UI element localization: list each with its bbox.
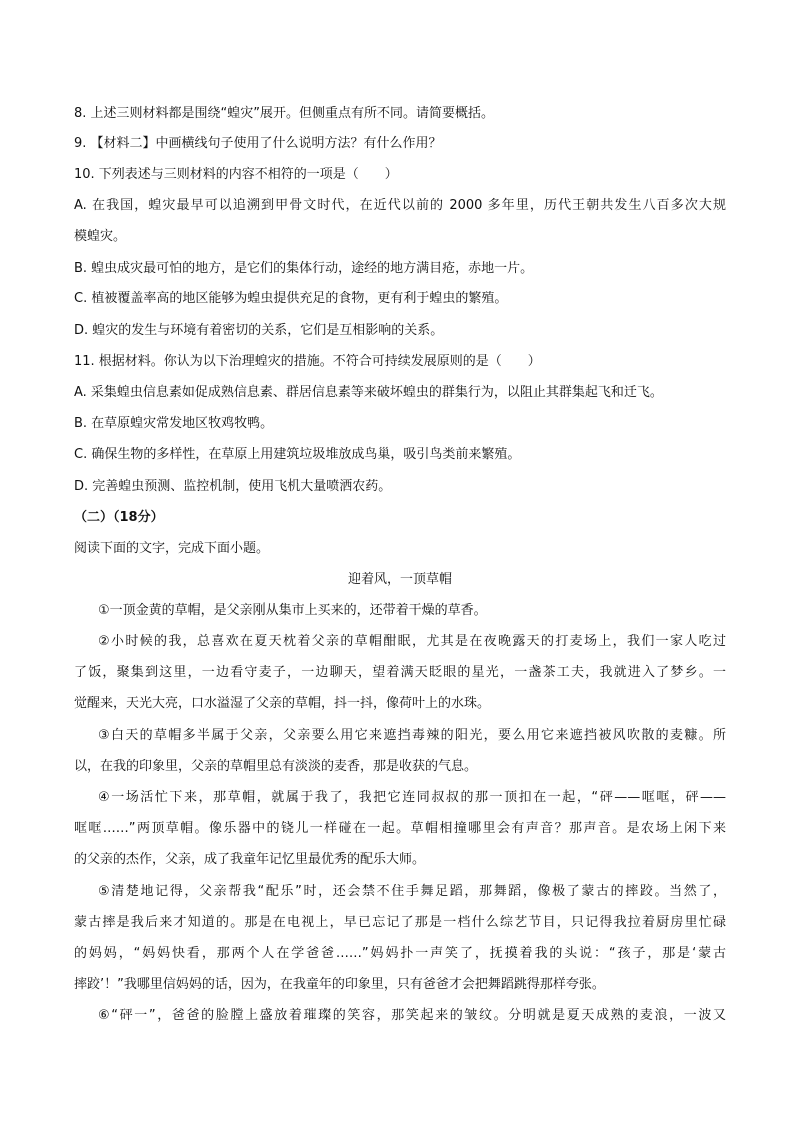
passage-paragraph-5-line-4: 摔跤’！”我哪里信妈妈的话，因为，在我童年的印象里，只有爸爸才会把舞蹈跳得那样夸张。 bbox=[74, 977, 605, 992]
passage-paragraph-5-line-1: ⑤清楚地记得，父亲帮我“配乐”时，还会禁不住手舞足蹈，那舞蹈，像极了蒙古的摔跤。当然了， bbox=[98, 884, 726, 899]
section-2-heading: （二）（18分） bbox=[74, 510, 164, 525]
passage-paragraph-4-line-3: 的父亲的杰作，父亲，成了我童年记忆里最优秀的配乐大师。 bbox=[74, 852, 426, 867]
passage-paragraph-3-line-2: 以，在我的印象里，父亲的草帽里总有淡淡的麦香，那是收获的气息。 bbox=[74, 759, 478, 774]
question-11-option-b: B. 在草原蝗灾常发地区牧鸡牧鸭。 bbox=[74, 416, 274, 431]
question-10-option-d: D. 蝗灾的发生与环境有着密切的关系，它们是互相影响的关系。 bbox=[74, 323, 444, 338]
passage-paragraph-2-line-3: 觉醒来，天光大亮，口水溢湿了父亲的草帽，抖一抖，像荷叶上的水珠。 bbox=[74, 696, 491, 711]
passage-paragraph-5-line-3: 的妈妈，“妈妈快看，那两个人在学爸爸……”妈妈扑一声笑了，抚摸着我的头说：“孩子，那是‘蒙古 bbox=[74, 946, 726, 961]
question-10-option-c: C. 植被覆盖率高的地区能够为蝗虫提供充足的食物，更有利于蝗虫的繁殖。 bbox=[74, 291, 508, 306]
question-10-option-a-cont: 模蝗灾。 bbox=[74, 229, 127, 244]
passage-paragraph-4-line-2: 哐哐……”两顶草帽。像乐器中的铙儿一样碰在一起。草帽相撞哪里会有声音？那声音。是农场上闲下来 bbox=[74, 821, 726, 836]
section-2-instruction: 阅读下面的文字，完成下面小题。 bbox=[74, 541, 270, 556]
passage-paragraph-2-line-2: 了饭，聚集到这里，一边看守麦子，一边聊天，望着满天眨眼的星光，一盏茶工夫，我就进入了梦乡。一 bbox=[74, 665, 726, 680]
passage-paragraph-4-line-1: ④一场活忙下来，那草帽，就属于我了，我把它连同叔叔的那一顶扣在一起，“砰——哐哐，砰—— bbox=[98, 790, 726, 805]
question-11-option-d: D. 完善蝗虫预测、监控机制，使用飞机大量喷洒农药。 bbox=[74, 479, 392, 494]
passage-title: 迎着风，一顶草帽 bbox=[347, 572, 452, 587]
question-10-option-a: A. 在我国，蝗灾最早可以追溯到甲骨文时代，在近代以前的 2000 多年里，历代王朝共发生八百多次大规 bbox=[74, 198, 726, 213]
question-11-option-a: A. 采集蝗虫信息素如促成熟信息素、群居信息素等来破坏蝗虫的群集行为，以阻止其群集起飞和迁飞。 bbox=[74, 385, 663, 400]
passage-paragraph-2-line-1: ②小时候的我，总喜欢在夏天枕着父亲的草帽酣眠，尤其是在夜晚露天的打麦场上，我们一家人吃过 bbox=[98, 634, 726, 649]
passage-paragraph-6-line-1: ⑥“砰一”，爸爸的脸膛上盛放着璀璨的笑容，那笑起来的皱纹。分明就是夏天成熟的麦浪，一波又 bbox=[98, 1008, 726, 1023]
passage-paragraph-1: ①一顶金黄的草帽，是父亲刚从集市上买来的，还带着干燥的草香。 bbox=[98, 603, 487, 618]
question-8: 8. 上述三则材料都是围绕“蝗灾”展开。但侧重点有所不同。请简要概括。 bbox=[74, 106, 495, 121]
question-11-stem: 11. 根据材料。你认为以下治理蝗灾的措施。不符合可持续发展原则的是（ ） bbox=[74, 354, 541, 369]
passage-paragraph-5-line-2: 蒙古摔是我后来才知道的。那是在电视上，早已忘记了那是一档什么综艺节目，只记得我拉着厨房里忙碌 bbox=[74, 915, 726, 930]
question-9: 9. 【材料二】中画横线句子使用了什么说明方法？有什么作用？ bbox=[74, 136, 442, 151]
question-10-option-b: B. 蝗虫成灾最可怕的地方，是它们的集体行动，途经的地方满目疮，赤地一片。 bbox=[74, 261, 534, 276]
question-10-stem: 10. 下列表述与三则材料的内容不相符的一项是（ ） bbox=[74, 167, 398, 182]
passage-paragraph-3-line-1: ③白天的草帽多半属于父亲，父亲要么用它来遮挡毒辣的阳光，要么用它来遮挡被风吹散的麦糠。所 bbox=[98, 728, 726, 743]
question-11-option-c: C. 确保生物的多样性，在草原上用建筑垃圾堆放成鸟巢，吸引鸟类前来繁殖。 bbox=[74, 447, 521, 462]
